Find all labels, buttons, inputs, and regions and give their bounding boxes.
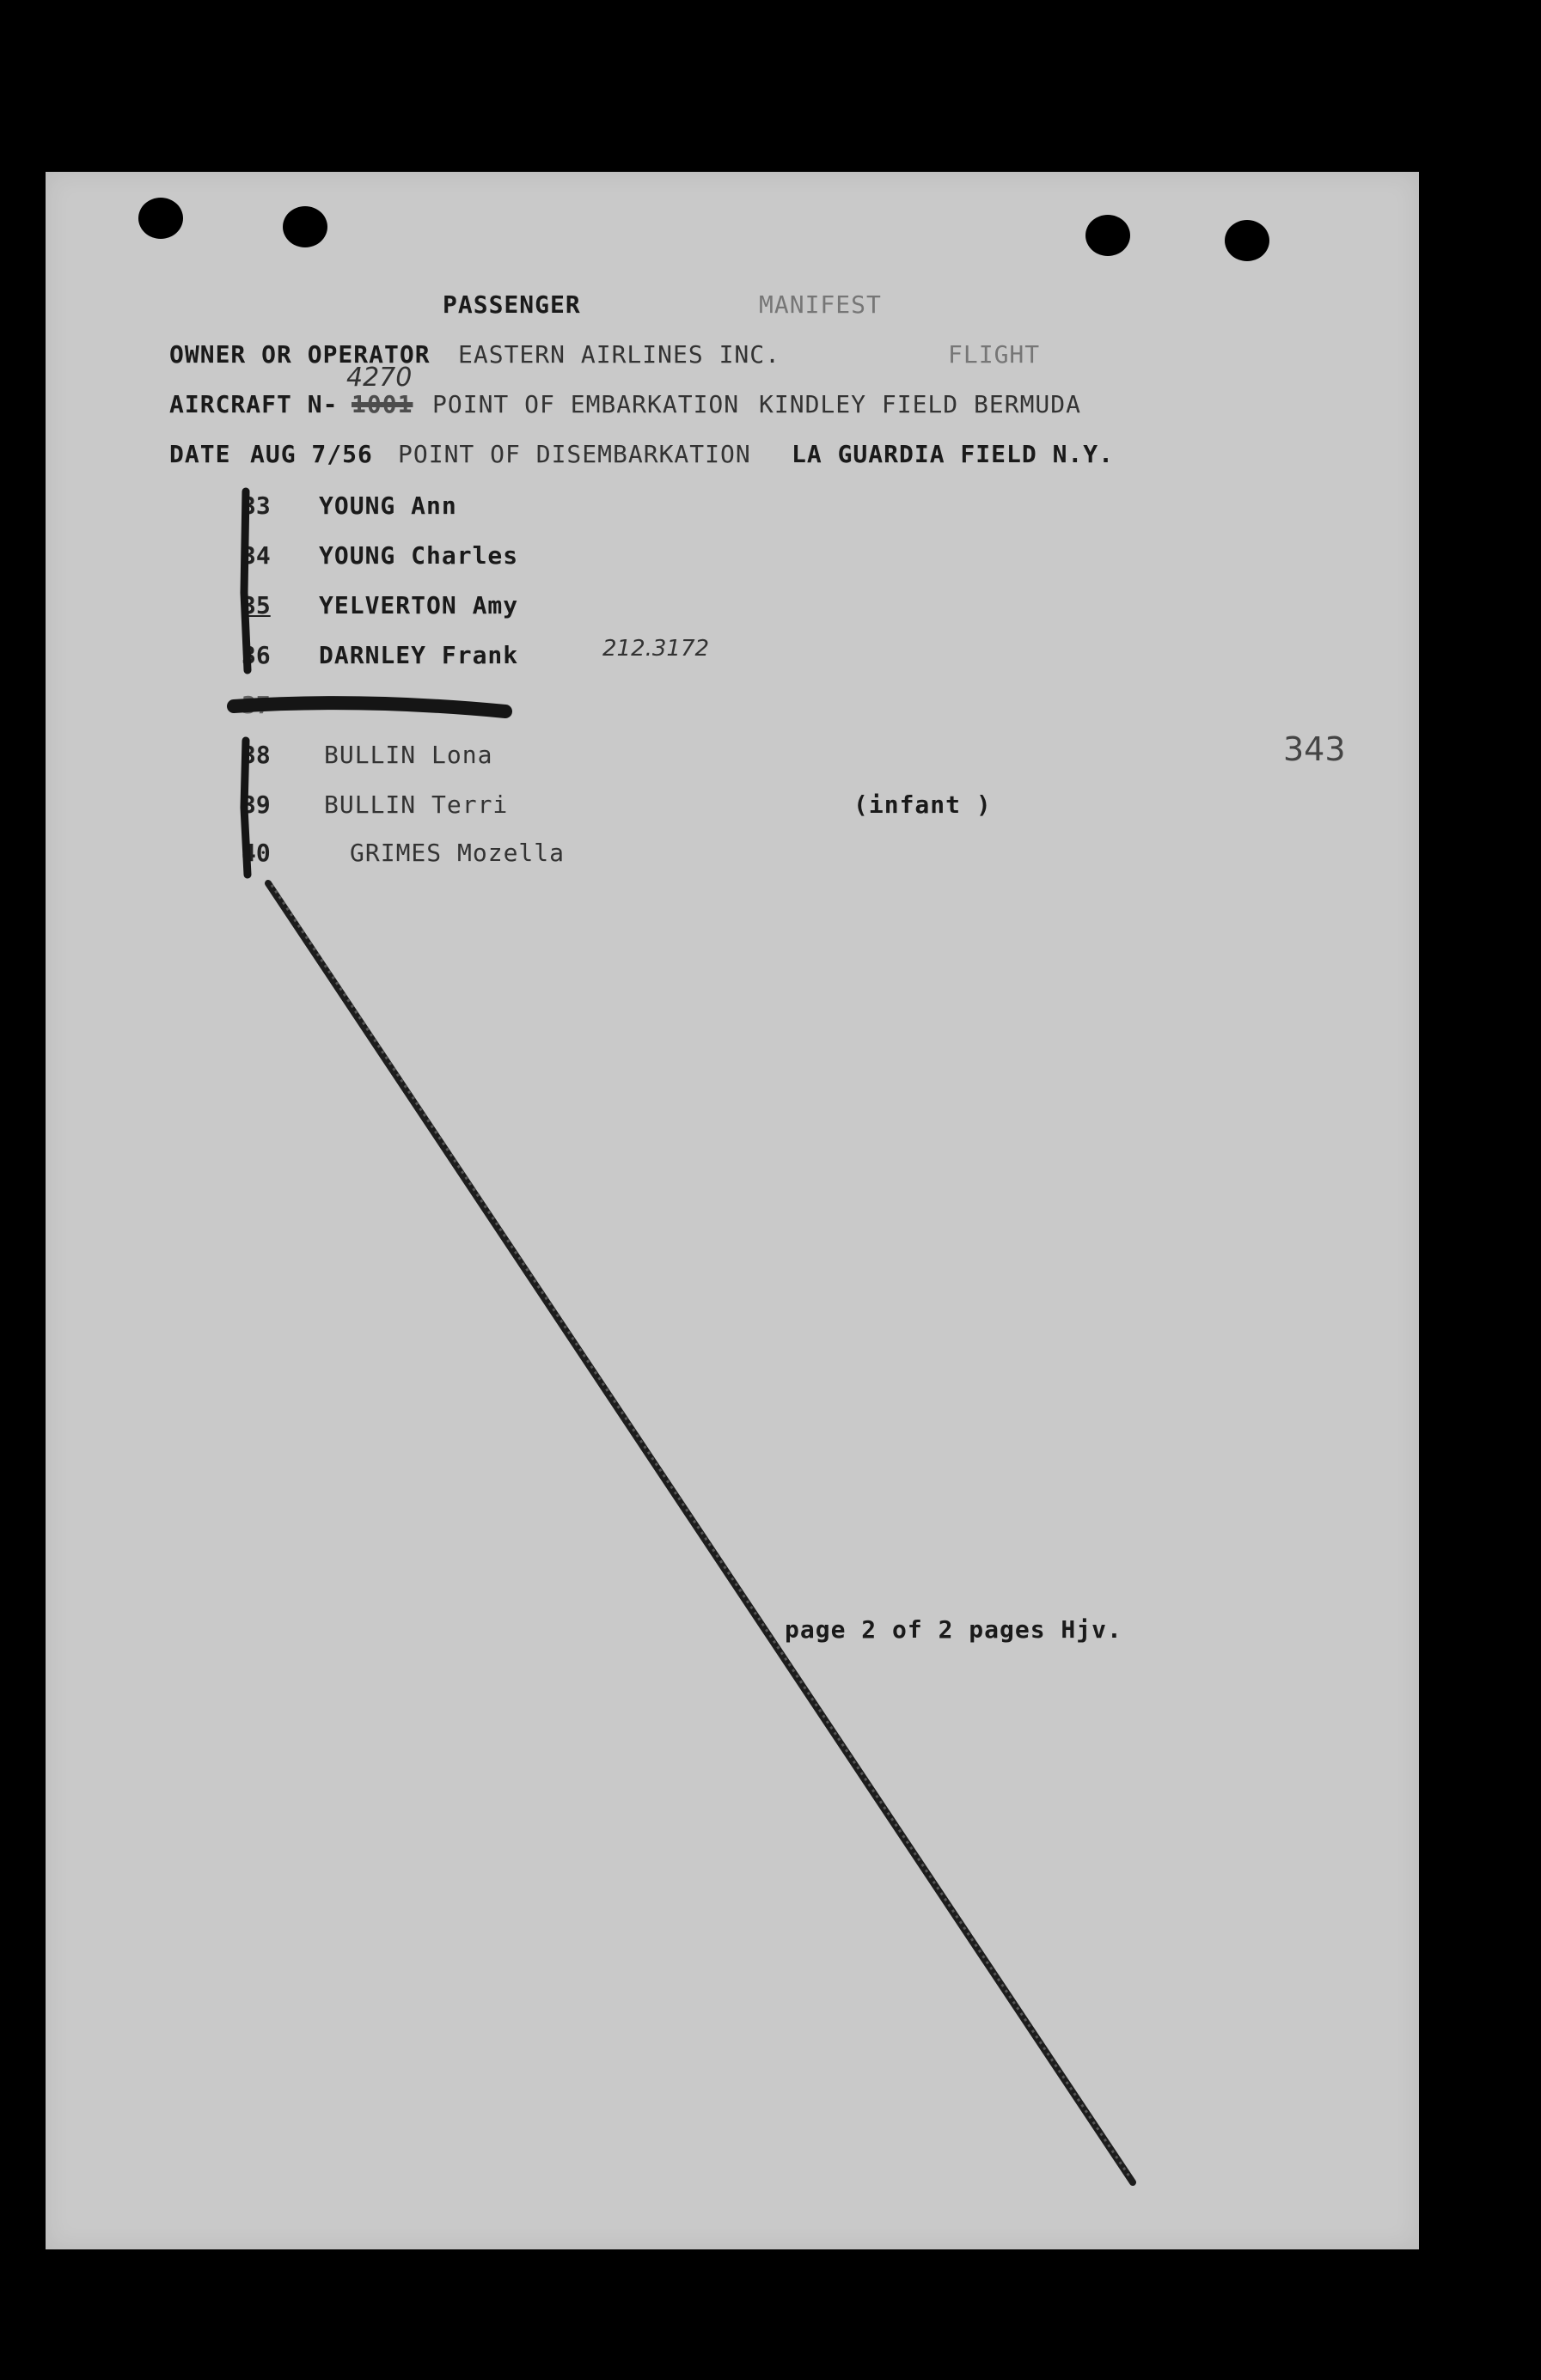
passenger-number: 35: [242, 591, 271, 619]
manifest-page: [46, 172, 1419, 2249]
passenger-name: BULLIN Terri: [324, 790, 509, 819]
passenger-name: GRIMES Mozella: [350, 839, 566, 867]
page-stamp-number: 343: [1283, 730, 1346, 768]
passenger-number: 33: [242, 491, 271, 520]
disembark-value: LA GUARDIA FIELD N.Y.: [792, 440, 1115, 468]
passenger-name: YELVERTON Amy: [319, 591, 519, 619]
embark-value: KINDLEY FIELD BERMUDA: [759, 390, 1082, 418]
passenger-name: DARNLEY Frank: [319, 641, 519, 669]
passenger-number: 40: [242, 839, 271, 867]
flight-label: FLIGHT: [948, 340, 1041, 369]
title-passenger: PASSENGER: [443, 290, 581, 319]
page-footer: page 2 of 2 pages Hjv.: [785, 1615, 1122, 1644]
passenger-number: 38: [242, 741, 271, 769]
punch-hole-2: [283, 206, 327, 247]
aircraft-number-handwritten: 4270: [346, 363, 413, 393]
passenger-name: YOUNG Ann: [319, 491, 457, 520]
passenger-number: 39: [242, 790, 271, 819]
punch-hole-1: [138, 198, 183, 239]
date-label: DATE: [169, 440, 231, 468]
date-value: AUG 7/56: [250, 440, 373, 468]
passenger-name: BULLIN Lona: [324, 741, 493, 769]
punch-hole-3: [1085, 215, 1130, 256]
passenger-number: 34: [242, 541, 271, 570]
embark-label: POINT OF EMBARKATION: [432, 390, 740, 418]
passenger-note: (infant ): [853, 790, 992, 819]
passenger-number: 36: [242, 641, 271, 669]
passenger-number-struck: 37: [242, 691, 271, 719]
title-manifest: MANIFEST: [759, 290, 882, 319]
aircraft-number-struck: 1001: [352, 390, 413, 418]
passenger-handwritten-note: 212.3172: [602, 636, 710, 662]
owner-label: OWNER OR OPERATOR: [169, 340, 431, 369]
punch-hole-4: [1225, 220, 1269, 261]
passenger-name: YOUNG Charles: [319, 541, 519, 570]
aircraft-label: AIRCRAFT N-: [169, 390, 339, 418]
owner-value: EASTERN AIRLINES INC.: [458, 340, 781, 369]
disembark-label: POINT OF DISEMBARKATION: [398, 440, 751, 468]
